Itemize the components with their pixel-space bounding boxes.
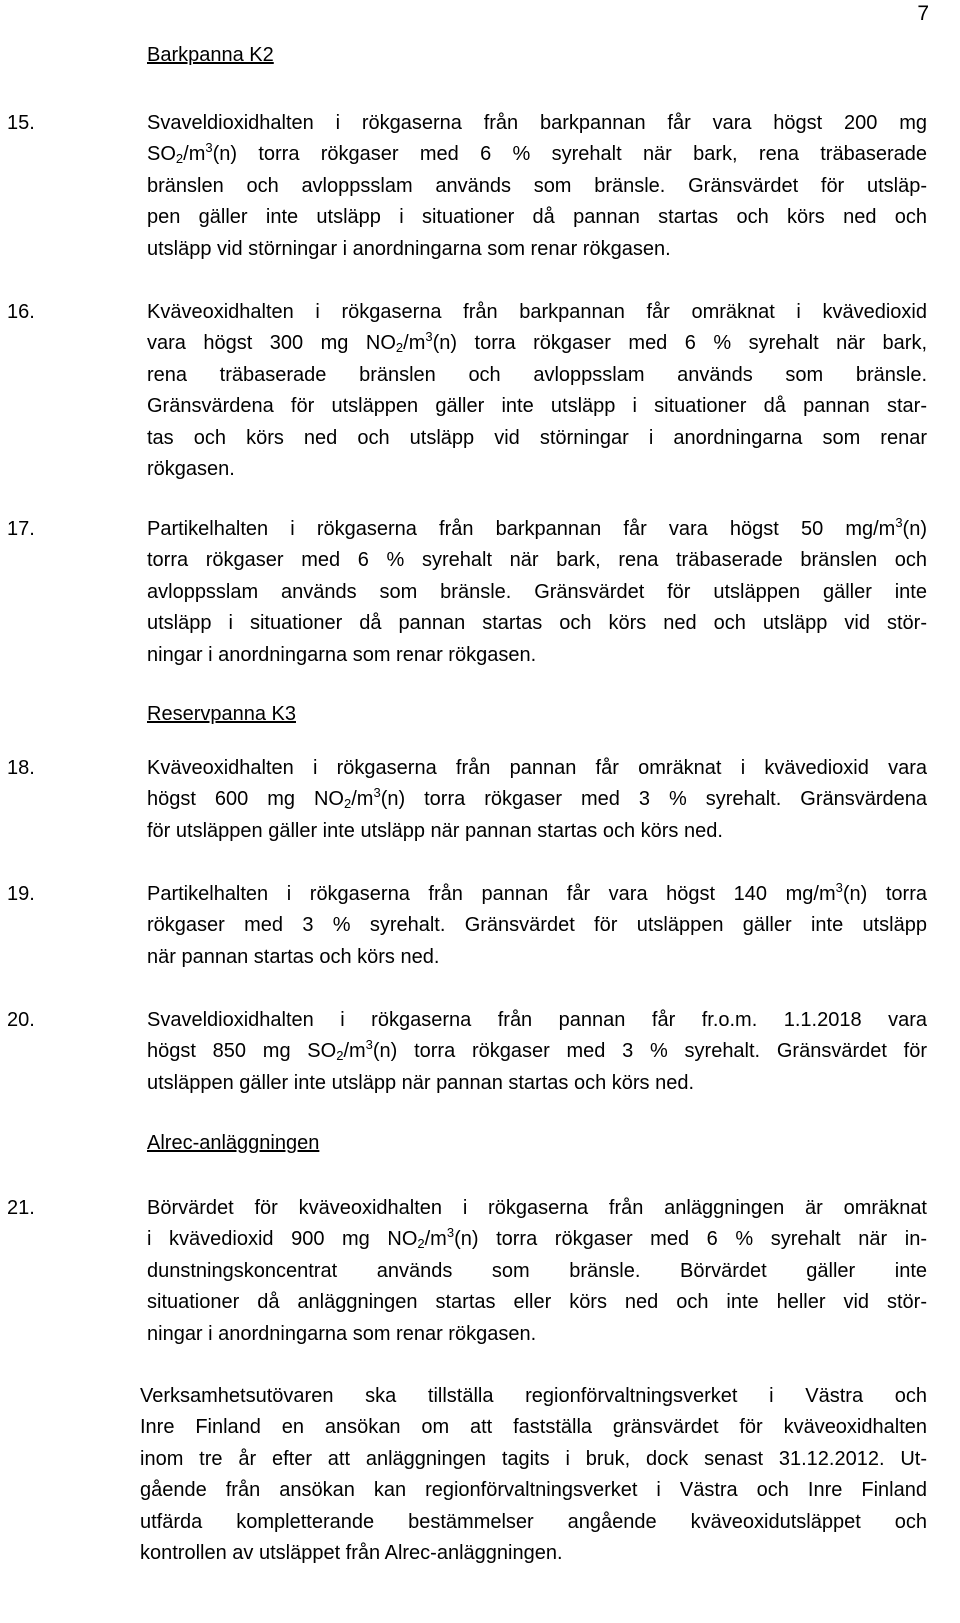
text-run: (n) <box>902 518 927 540</box>
text-line <box>147 910 927 941</box>
superscript: 3 <box>373 785 381 801</box>
text-line <box>147 234 927 265</box>
section-heading-reservpanna-k3: Reservpanna K3 <box>147 703 296 725</box>
text-run: bränslen och avloppsslam används som bränsle. Gränsvärdet för utsläp- <box>147 174 927 197</box>
text-line <box>140 1381 927 1412</box>
text-run: /m <box>183 143 206 166</box>
text-line <box>147 1287 927 1318</box>
text-line <box>147 1224 927 1255</box>
page-number: 7 <box>917 2 929 25</box>
text-line <box>147 328 927 359</box>
item-number: 18. <box>7 757 35 779</box>
text-run: tas och körs ned och utsläpp vid störningar i anordningarna som renar <box>147 426 927 449</box>
text-line <box>147 753 927 784</box>
text-run: avloppsslam används som bränsle. Gränsvärdet för utsläppen gäller inte <box>147 580 927 603</box>
item-number: 17. <box>7 518 35 540</box>
text-run: högst 600 mg NO <box>147 788 344 811</box>
text-line <box>147 1193 927 1224</box>
subscript: 2 <box>417 1236 425 1252</box>
text-run: rena träbaserade bränslen och avloppsslam används som bränsle. <box>147 363 927 386</box>
text-run: Partikelhalten i rökgaserna från pannan får vara högst 140 mg/m <box>147 883 836 905</box>
text-line <box>147 545 927 576</box>
item-text <box>147 297 927 485</box>
text-line <box>147 297 927 328</box>
text-line <box>147 1319 927 1350</box>
text-run: utsläpp vid störningar i anordningarna som renar rökgasen. <box>147 237 671 260</box>
item-text <box>147 108 927 265</box>
text-line <box>140 1444 927 1475</box>
text-line <box>147 816 927 847</box>
text-line <box>147 1005 927 1036</box>
text-run: /m <box>343 1040 366 1063</box>
text-line <box>140 1475 927 1506</box>
text-line <box>140 1507 927 1538</box>
text-run: (n) torra rökgaser med 3 % syrehalt. Gränsvärdena <box>380 788 927 811</box>
text-line <box>147 171 927 202</box>
text-line <box>147 360 927 391</box>
subscript: 2 <box>344 796 352 812</box>
item-text <box>147 1005 927 1099</box>
superscript: 3 <box>365 1037 373 1053</box>
text-run: (n) torra rökgaser med 3 % syrehalt. Gränsvärdet för <box>372 1040 927 1063</box>
text-run: inom tre år efter att anläggningen tagits i bruk, dock senast 31.12.2012. Ut- <box>140 1447 927 1470</box>
text-line <box>147 108 927 139</box>
item-text <box>147 753 927 847</box>
text-line <box>147 139 927 170</box>
item-number: 19. <box>7 883 35 905</box>
text-run: (n) torra rökgaser med 6 % syrehalt när in- <box>454 1228 927 1251</box>
text-run: pen gäller inte utsläpp i situationer då pannan startas och körs ned och <box>147 206 927 229</box>
item-text <box>147 879 927 973</box>
text-run: för utsläppen gäller inte utsläpp när pannan startas och körs ned. <box>147 819 723 842</box>
text-run: /m <box>424 1228 447 1251</box>
closing-paragraph <box>140 1381 927 1569</box>
text-run: Verksamhetsutövaren ska tillställa regionförvaltningsverket i Västra och <box>140 1385 927 1407</box>
superscript: 3 <box>425 329 433 345</box>
text-run: dunstningskoncentrat används som bränsle. Börvärdet gäller inte <box>147 1259 927 1282</box>
text-line <box>147 391 927 422</box>
text-run: Börvärdet för kväveoxidhalten i rökgaserna från anläggningen är omräknat <box>147 1197 927 1219</box>
text-run: utfärda kompletterande bestämmelser angående kväveoxidutsläppet och <box>140 1510 927 1533</box>
superscript: 3 <box>895 515 903 530</box>
text-line <box>147 784 927 815</box>
superscript: 3 <box>446 1225 455 1241</box>
text-run: när pannan startas och körs ned. <box>147 945 440 968</box>
item-number: 15. <box>7 112 35 134</box>
text-run: Svaveldioxidhalten i rökgaserna från pannan får fr.o.m. 1.1.2018 vara <box>147 1009 927 1031</box>
text-run: utsläpp i situationer då pannan startas och körs ned och utsläpp vid stör- <box>147 612 927 635</box>
subscript: 2 <box>175 151 184 167</box>
text-run: Partikelhalten i rökgaserna från barkpannan får vara högst 50 mg/m <box>147 518 896 540</box>
text-run: torra rökgaser med 6 % syrehalt när bark, rena träbaserade bränslen och <box>147 549 927 572</box>
text-run: /m <box>403 332 426 355</box>
text-line <box>147 942 927 973</box>
subscript: 2 <box>395 340 404 356</box>
text-run: Gränsvärdena för utsläppen gäller inte utsläpp i situationer då pannan star- <box>147 395 927 418</box>
text-line <box>147 202 927 233</box>
text-line <box>147 879 927 910</box>
text-run: kontrollen av utsläppet från Alrec-anläggningen. <box>140 1542 563 1565</box>
text-run: (n) torra <box>842 883 928 905</box>
text-run: rökgasen. <box>147 458 235 481</box>
text-line <box>147 1036 927 1067</box>
text-run: ningar i anordningarna som renar rökgasen. <box>147 1322 537 1345</box>
text-run: högst 850 mg SO <box>147 1040 337 1063</box>
text-run: SO <box>147 143 176 166</box>
item-text <box>147 514 927 671</box>
text-run: i kvävedioxid 900 mg NO <box>147 1228 418 1251</box>
text-line <box>147 454 927 485</box>
text-line <box>147 1068 927 1099</box>
text-run: /m <box>351 788 374 811</box>
text-run: vara högst 300 mg NO <box>147 332 396 355</box>
text-line <box>140 1538 927 1569</box>
item-text <box>147 1193 927 1350</box>
text-run: rökgaser med 3 % syrehalt. Gränsvärdet för utsläppen gäller inte utsläpp <box>147 914 927 937</box>
text-line <box>147 514 927 545</box>
text-run: situationer då anläggningen startas eller körs ned och inte heller vid stör- <box>147 1291 927 1314</box>
text-line <box>147 577 927 608</box>
item-number: 20. <box>7 1009 35 1031</box>
text-run: ningar i anordningarna som renar rökgasen. <box>147 643 537 666</box>
item-number: 21. <box>7 1197 35 1219</box>
text-run: gående från ansökan kan regionförvaltningsverket i Västra och Inre Finland <box>140 1479 927 1502</box>
text-line <box>147 640 927 671</box>
text-run: Inre Finland en ansökan om att fastställa gränsvärdet för kväveoxidhalten <box>140 1416 927 1439</box>
superscript: 3 <box>205 140 213 156</box>
text-run: (n) torra rökgaser med 6 % syrehalt när bark, rena träbaserade <box>212 143 927 166</box>
text-run: Svaveldioxidhalten i rökgaserna från barkpannan får vara högst 200 mg <box>147 112 927 134</box>
superscript: 3 <box>835 880 843 895</box>
text-run: (n) torra rökgaser med 6 % syrehalt när bark, <box>432 332 928 355</box>
text-run: Kväveoxidhalten i rökgaserna från pannan får omräknat i kvävedioxid vara <box>147 757 927 779</box>
text-line <box>147 1256 927 1287</box>
subscript: 2 <box>336 1048 344 1064</box>
item-number: 16. <box>7 301 35 323</box>
section-heading-alrec: Alrec-anläggningen <box>147 1132 320 1154</box>
text-line <box>140 1412 927 1443</box>
text-line <box>147 608 927 639</box>
text-line <box>147 423 927 454</box>
text-run: utsläppen gäller inte utsläpp när pannan startas och körs ned. <box>147 1071 695 1094</box>
section-heading-barkpanna-k2: Barkpanna K2 <box>147 44 274 66</box>
text-run: Kväveoxidhalten i rökgaserna från barkpannan får omräknat i kvävedioxid <box>147 301 927 323</box>
